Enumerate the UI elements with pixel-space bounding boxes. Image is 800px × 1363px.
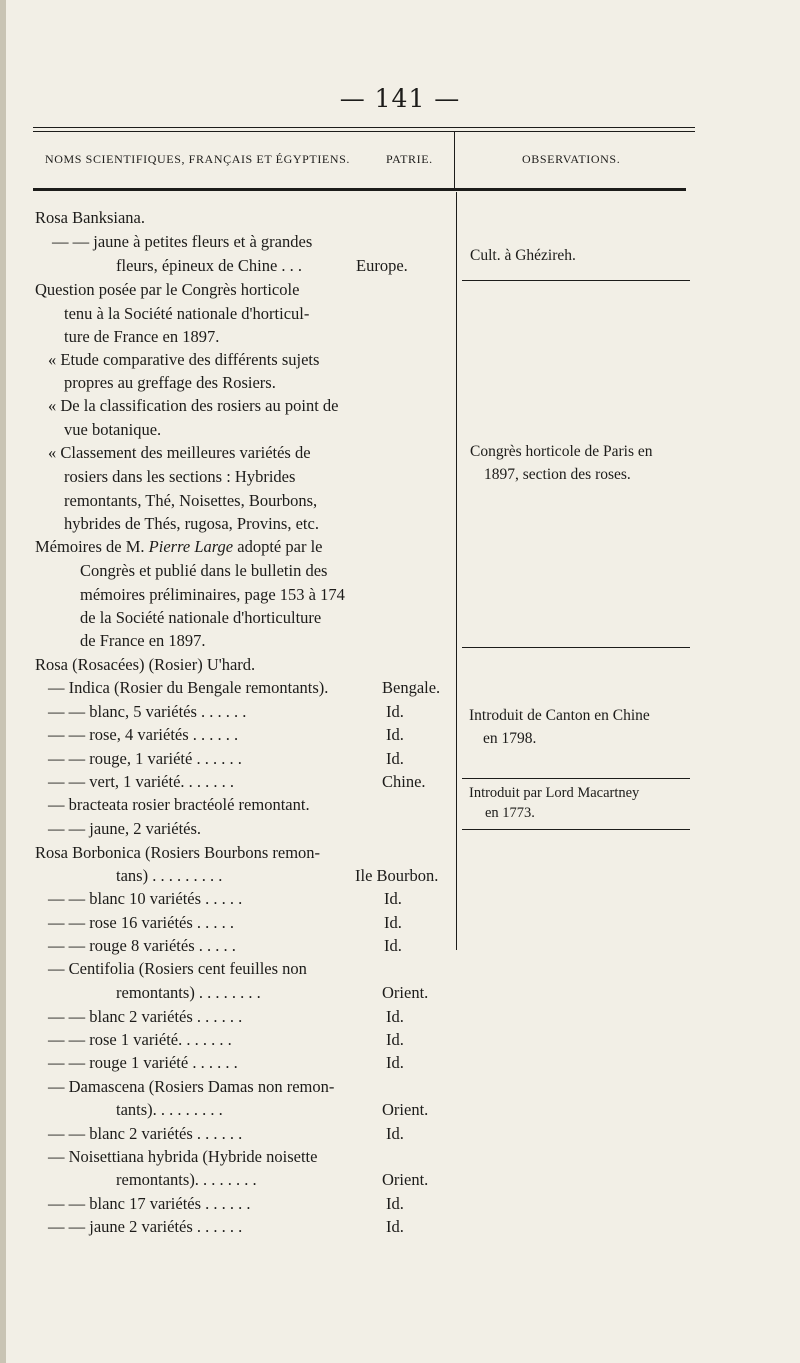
observation-rule <box>462 647 690 648</box>
entry-line: fleurs, épineux de Chine . . . <box>116 256 303 275</box>
entry-line: Rosa Banksiana. <box>35 208 145 227</box>
observation-ghezireh <box>470 244 576 267</box>
country-cell: Id. <box>384 889 402 908</box>
entry-line: tans) . . . . . . . . . <box>116 866 223 885</box>
entry-line: — — blanc 2 variétés . . . . . . <box>48 1124 243 1143</box>
entry-line: « Classement des meilleures variétés de <box>48 443 311 462</box>
header-observations: OBSERVATIONS. <box>522 152 621 166</box>
country-cell: Id. <box>386 702 404 721</box>
entry-line: remontants, Thé, Noisettes, Bourbons, <box>64 491 318 510</box>
entry-line: Question posée par le Congrès horticole <box>35 280 300 299</box>
country-cell: Ile Bourbon. <box>355 866 439 885</box>
country-cell: Id. <box>386 1124 404 1143</box>
observation-line: Introduit par Lord Macartney <box>469 785 640 801</box>
entry-line: — Indica (Rosier du Bengale remontants). <box>48 678 329 697</box>
header-names: NOMS SCIENTIFIQUES, FRANÇAIS ET ÉGYPTIENS. <box>45 152 351 166</box>
entry-line: — — rouge, 1 variété . . . . . . <box>48 749 242 768</box>
entry-text-before: Mémoires de M. <box>35 537 149 556</box>
entry-line: — bracteata rosier bractéolé remontant. <box>48 795 310 814</box>
country-cell: Id. <box>386 1053 404 1072</box>
entry-line: — Damascena (Rosiers Damas non remon- <box>48 1077 335 1096</box>
observation-line: Cult. à Ghézireh. <box>470 247 576 264</box>
observation-line: en 1798. <box>483 730 537 747</box>
entry-line: — — jaune, 2 variétés. <box>48 819 202 838</box>
country-cell: Id. <box>386 1007 404 1026</box>
header-top-rule-2 <box>33 131 695 132</box>
column-divider-body <box>456 192 457 950</box>
entry-line: hybrides de Thés, rugosa, Provins, etc. <box>64 514 319 533</box>
observation-line: Introduit de Canton en Chine <box>469 707 650 724</box>
entry-line: — — jaune 2 variétés . . . . . . <box>48 1217 243 1236</box>
observation-line: Congrès horticole de Paris en <box>470 443 653 460</box>
observation-rule <box>462 778 690 779</box>
entry-line: mémoires préliminaires, page 153 à 174 <box>80 585 345 604</box>
country-cell: Id. <box>386 1194 404 1213</box>
entry-line: — — jaune à petites fleurs et à grandes <box>52 232 313 251</box>
entry-line: de la Société nationale d'horticulture <box>80 608 322 627</box>
observation-congres <box>470 440 653 486</box>
entry-line: — — rouge 1 variété . . . . . . <box>48 1053 238 1072</box>
page-number: — 141 — <box>339 84 461 113</box>
entry-line: « Etude comparative des différents sujets <box>48 350 320 369</box>
country-cell: Id. <box>386 749 404 768</box>
entry-line: — — blanc 10 variétés . . . . . <box>48 889 243 908</box>
column-divider-header <box>454 131 455 188</box>
country-cell: Id. <box>384 936 402 955</box>
country-cell: Id. <box>386 725 404 744</box>
country-cell: Europe. <box>356 256 408 275</box>
entry-line: vue botanique. <box>64 420 162 439</box>
entry-line: « De la classification des rosiers au point de <box>48 396 339 415</box>
entry-line: — — rouge 8 variétés . . . . . <box>48 936 236 955</box>
entry-line: — — rose 1 variété. . . . . . . <box>48 1030 232 1049</box>
entry-line: de France en 1897. <box>80 631 206 650</box>
entry-line: — Centifolia (Rosiers cent feuilles non <box>48 959 307 978</box>
entry-line-memoires <box>35 535 322 558</box>
observation-rule <box>462 829 690 830</box>
entry-line: — — rose 16 variétés . . . . . <box>48 913 235 932</box>
entry-line: — — blanc, 5 variétés . . . . . . <box>48 702 247 721</box>
country-cell: Orient. <box>382 1100 429 1119</box>
entry-line: propres au greffage des Rosiers. <box>64 373 276 392</box>
observation-line: en 1773. <box>485 805 535 821</box>
entry-line: Rosa (Rosacées) (Rosier) U'hard. <box>35 655 256 674</box>
country-cell: Orient. <box>382 983 429 1002</box>
header-top-rule <box>33 127 695 128</box>
entry-line: remontants). . . . . . . . <box>116 1170 257 1189</box>
entry-line: tenu à la Société nationale d'horticul- <box>64 304 310 323</box>
entry-line: remontants) . . . . . . . . <box>116 983 261 1002</box>
entry-line: rosiers dans les sections : Hybrides <box>64 467 296 486</box>
entry-text-after: adopté par le <box>233 537 323 556</box>
entry-line: — — blanc 2 variétés . . . . . . <box>48 1007 243 1026</box>
entry-line: — Noisettiana hybrida (Hybride noisette <box>48 1147 318 1166</box>
entry-line: Rosa Borbonica (Rosiers Bourbons remon- <box>35 843 321 862</box>
observation-line: 1897, section des roses. <box>484 466 631 483</box>
entry-line: Congrès et publié dans le bulletin des <box>80 561 328 580</box>
country-cell: Orient. <box>382 1170 429 1189</box>
entry-line: — — vert, 1 variété. . . . . . . <box>48 772 235 791</box>
entry-line: — — blanc 17 variétés . . . . . . <box>48 1194 251 1213</box>
author-name: Pierre Large <box>148 537 234 556</box>
country-cell: Id. <box>386 1030 404 1049</box>
page-edge <box>0 0 6 1363</box>
header-bottom-rule <box>33 188 686 191</box>
country-cell: Bengale. <box>382 678 441 697</box>
country-cell: Id. <box>386 1217 404 1236</box>
country-cell: Id. <box>384 913 402 932</box>
header-patrie: PATRIE. <box>386 152 433 166</box>
entry-line: — — rose, 4 variétés . . . . . . <box>48 725 239 744</box>
observation-macartney <box>469 783 639 823</box>
entry-line: ture de France en 1897. <box>64 327 220 346</box>
observation-rule <box>462 280 690 281</box>
entry-line: tants). . . . . . . . . <box>116 1100 223 1119</box>
observation-canton <box>469 704 650 750</box>
country-cell: Chine. <box>382 772 426 791</box>
